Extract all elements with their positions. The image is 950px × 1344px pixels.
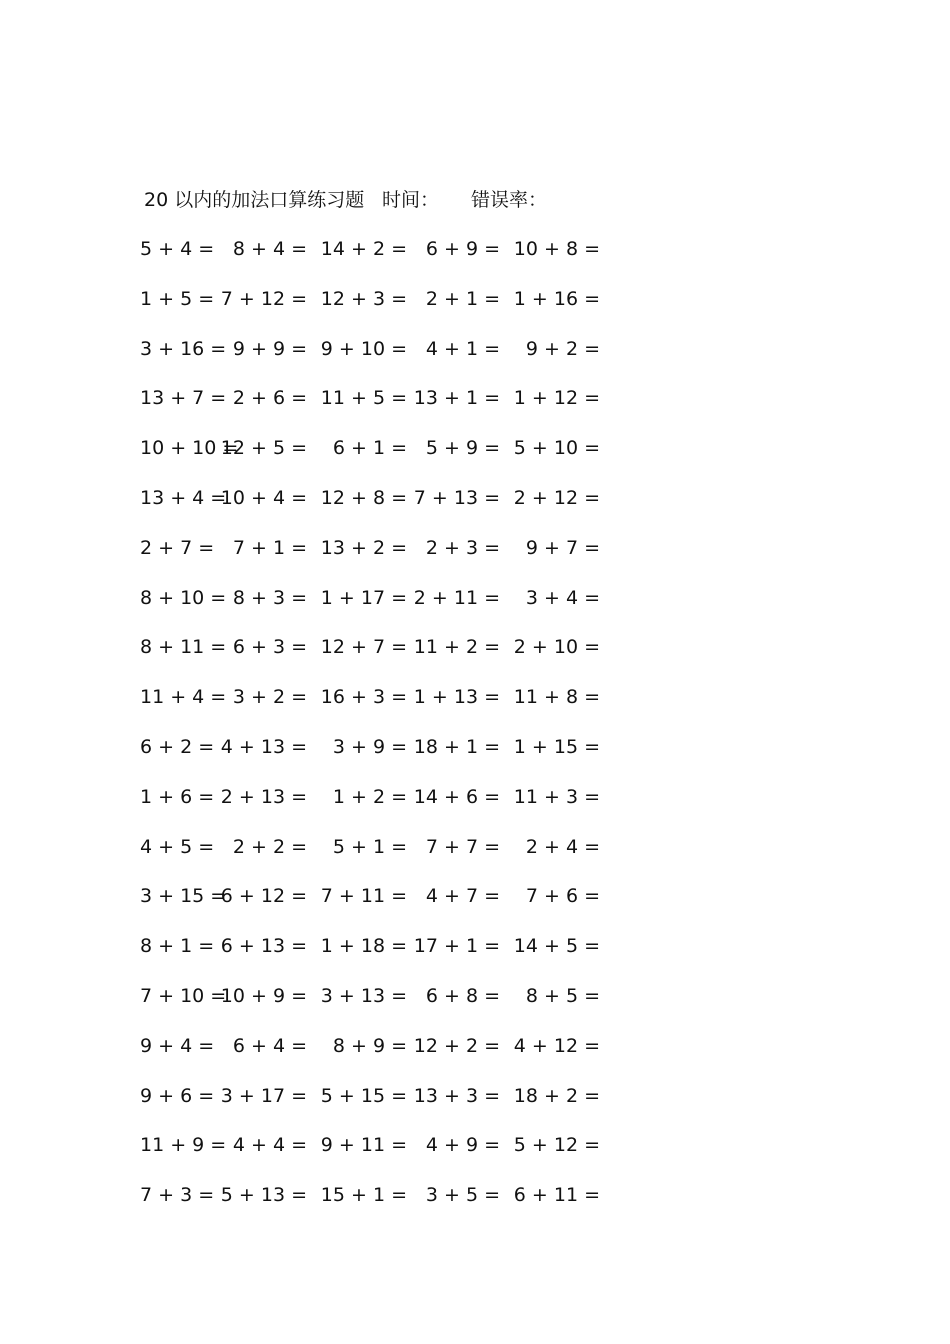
addition-problem: 16 + 3 = [320, 686, 407, 709]
addition-problem: 6 + 12 = [220, 885, 307, 908]
addition-problem: 8 + 9 = [332, 1034, 407, 1057]
addition-problem: 5 + 4 = [140, 238, 215, 260]
addition-problem: 2 + 7 = [140, 536, 215, 559]
addition-problem: 18 + 1 = [413, 736, 500, 758]
addition-problem: 11 + 9 = [140, 1134, 227, 1157]
addition-problem: 7 + 1 = [232, 536, 307, 559]
time-label: 时间： [382, 189, 440, 211]
addition-problem: 9 + 7 = [525, 536, 600, 559]
addition-problem: 12 + 3 = [320, 287, 407, 310]
error-rate-label: 错误率： [471, 189, 548, 211]
addition-problem: 6 + 13 = [220, 935, 307, 958]
addition-problem: 8 + 3 = [232, 586, 307, 609]
addition-problem: 6 + 2 = [140, 736, 215, 758]
addition-problem: 7 + 12 = [220, 287, 307, 310]
addition-problem: 12 + 8 = [320, 487, 407, 509]
addition-problem: 4 + 13 = [220, 736, 307, 758]
addition-problem: 6 + 4 = [232, 1034, 307, 1057]
addition-problem: 14 + 2 = [320, 238, 407, 260]
addition-problem: 2 + 4 = [525, 835, 600, 858]
addition-problem: 3 + 16 = [140, 337, 227, 360]
addition-problem: 9 + 6 = [140, 1084, 215, 1107]
addition-problem: 2 + 10 = [513, 636, 600, 659]
addition-problem: 1 + 2 = [332, 785, 407, 808]
addition-problem: 8 + 1 = [140, 935, 215, 958]
addition-problem: 9 + 10 = [320, 337, 407, 360]
addition-problem: 2 + 13 = [220, 785, 307, 808]
addition-problem: 13 + 1 = [413, 387, 500, 410]
addition-problem: 14 + 5 = [513, 935, 600, 958]
addition-problem: 1 + 15 = [513, 736, 600, 758]
addition-problem: 4 + 9 = [425, 1134, 500, 1157]
addition-problem: 4 + 5 = [140, 835, 215, 858]
addition-problem: 11 + 8 = [513, 686, 600, 709]
addition-problem: 1 + 12 = [513, 387, 600, 410]
addition-problem: 4 + 12 = [513, 1034, 600, 1057]
addition-problem: 3 + 5 = [425, 1184, 500, 1207]
addition-problem: 8 + 10 = [140, 586, 227, 609]
addition-problem: 1 + 5 = [140, 287, 215, 310]
addition-problem: 2 + 2 = [232, 835, 307, 858]
addition-problem: 11 + 4 = [140, 686, 227, 709]
addition-problem: 2 + 3 = [425, 536, 500, 559]
addition-problem: 3 + 2 = [232, 686, 307, 709]
addition-problem: 7 + 10 = [140, 985, 227, 1007]
addition-problem: 9 + 4 = [140, 1034, 215, 1057]
addition-problem: 4 + 7 = [425, 885, 500, 908]
addition-problem: 10 + 10 = [140, 437, 239, 460]
worksheet-title: 20 以内的加法口算练习题 [144, 189, 365, 211]
addition-problem: 10 + 9 = [220, 985, 307, 1007]
addition-problem: 1 + 16 = [513, 287, 600, 310]
addition-problem: 10 + 8 = [513, 238, 600, 260]
addition-problem: 7 + 7 = [425, 835, 500, 858]
addition-problem: 4 + 4 = [232, 1134, 307, 1157]
addition-problem: 1 + 6 = [140, 785, 215, 808]
addition-problem: 6 + 9 = [425, 238, 500, 260]
addition-problem: 6 + 3 = [232, 636, 307, 659]
addition-problem: 1 + 18 = [320, 935, 407, 958]
addition-problem: 13 + 3 = [413, 1084, 500, 1107]
addition-problem: 3 + 9 = [332, 736, 407, 758]
addition-problem: 9 + 9 = [232, 337, 307, 360]
addition-problem: 11 + 2 = [413, 636, 500, 659]
addition-problem: 5 + 9 = [425, 437, 500, 460]
addition-problem: 17 + 1 = [413, 935, 500, 958]
addition-problem: 6 + 1 = [332, 437, 407, 460]
addition-problem: 3 + 4 = [525, 586, 600, 609]
addition-problem: 12 + 2 = [413, 1034, 500, 1057]
addition-problem: 8 + 11 = [140, 636, 227, 659]
addition-problem: 6 + 8 = [425, 985, 500, 1007]
addition-problem: 1 + 17 = [320, 586, 407, 609]
addition-problem: 8 + 4 = [232, 238, 307, 260]
addition-problem: 12 + 7 = [320, 636, 407, 659]
addition-problem: 14 + 6 = [413, 785, 500, 808]
addition-problem: 5 + 1 = [332, 835, 407, 858]
addition-problem: 7 + 6 = [525, 885, 600, 908]
addition-problem: 9 + 11 = [320, 1134, 407, 1157]
addition-problem: 2 + 12 = [513, 487, 600, 509]
addition-problem: 2 + 1 = [425, 287, 500, 310]
addition-problem: 12 + 5 = [220, 437, 307, 460]
addition-problem: 2 + 6 = [232, 387, 307, 410]
addition-problem: 3 + 15 = [140, 885, 227, 908]
addition-problem: 4 + 1 = [425, 337, 500, 360]
addition-problem: 8 + 5 = [525, 985, 600, 1007]
addition-problem: 13 + 7 = [140, 387, 227, 410]
addition-problem: 1 + 13 = [413, 686, 500, 709]
addition-problem: 5 + 13 = [220, 1184, 307, 1207]
addition-problem: 6 + 11 = [513, 1184, 600, 1207]
addition-problem: 7 + 3 = [140, 1184, 215, 1207]
addition-problem: 3 + 13 = [320, 985, 407, 1007]
addition-problem: 11 + 5 = [320, 387, 407, 410]
addition-problem: 13 + 2 = [320, 536, 407, 559]
addition-problem: 5 + 15 = [320, 1084, 407, 1107]
addition-problem: 10 + 4 = [220, 487, 307, 509]
addition-problem: 3 + 17 = [220, 1084, 307, 1107]
addition-problem: 18 + 2 = [513, 1084, 600, 1107]
addition-problem: 5 + 12 = [513, 1134, 600, 1157]
addition-problem: 5 + 10 = [513, 437, 600, 460]
addition-problem: 2 + 11 = [413, 586, 500, 609]
addition-problem: 9 + 2 = [525, 337, 600, 360]
addition-problem: 15 + 1 = [320, 1184, 407, 1207]
addition-problem: 11 + 3 = [513, 785, 600, 808]
addition-problem: 7 + 13 = [413, 487, 500, 509]
addition-problem: 13 + 4 = [140, 487, 227, 509]
addition-problem: 7 + 11 = [320, 885, 407, 908]
